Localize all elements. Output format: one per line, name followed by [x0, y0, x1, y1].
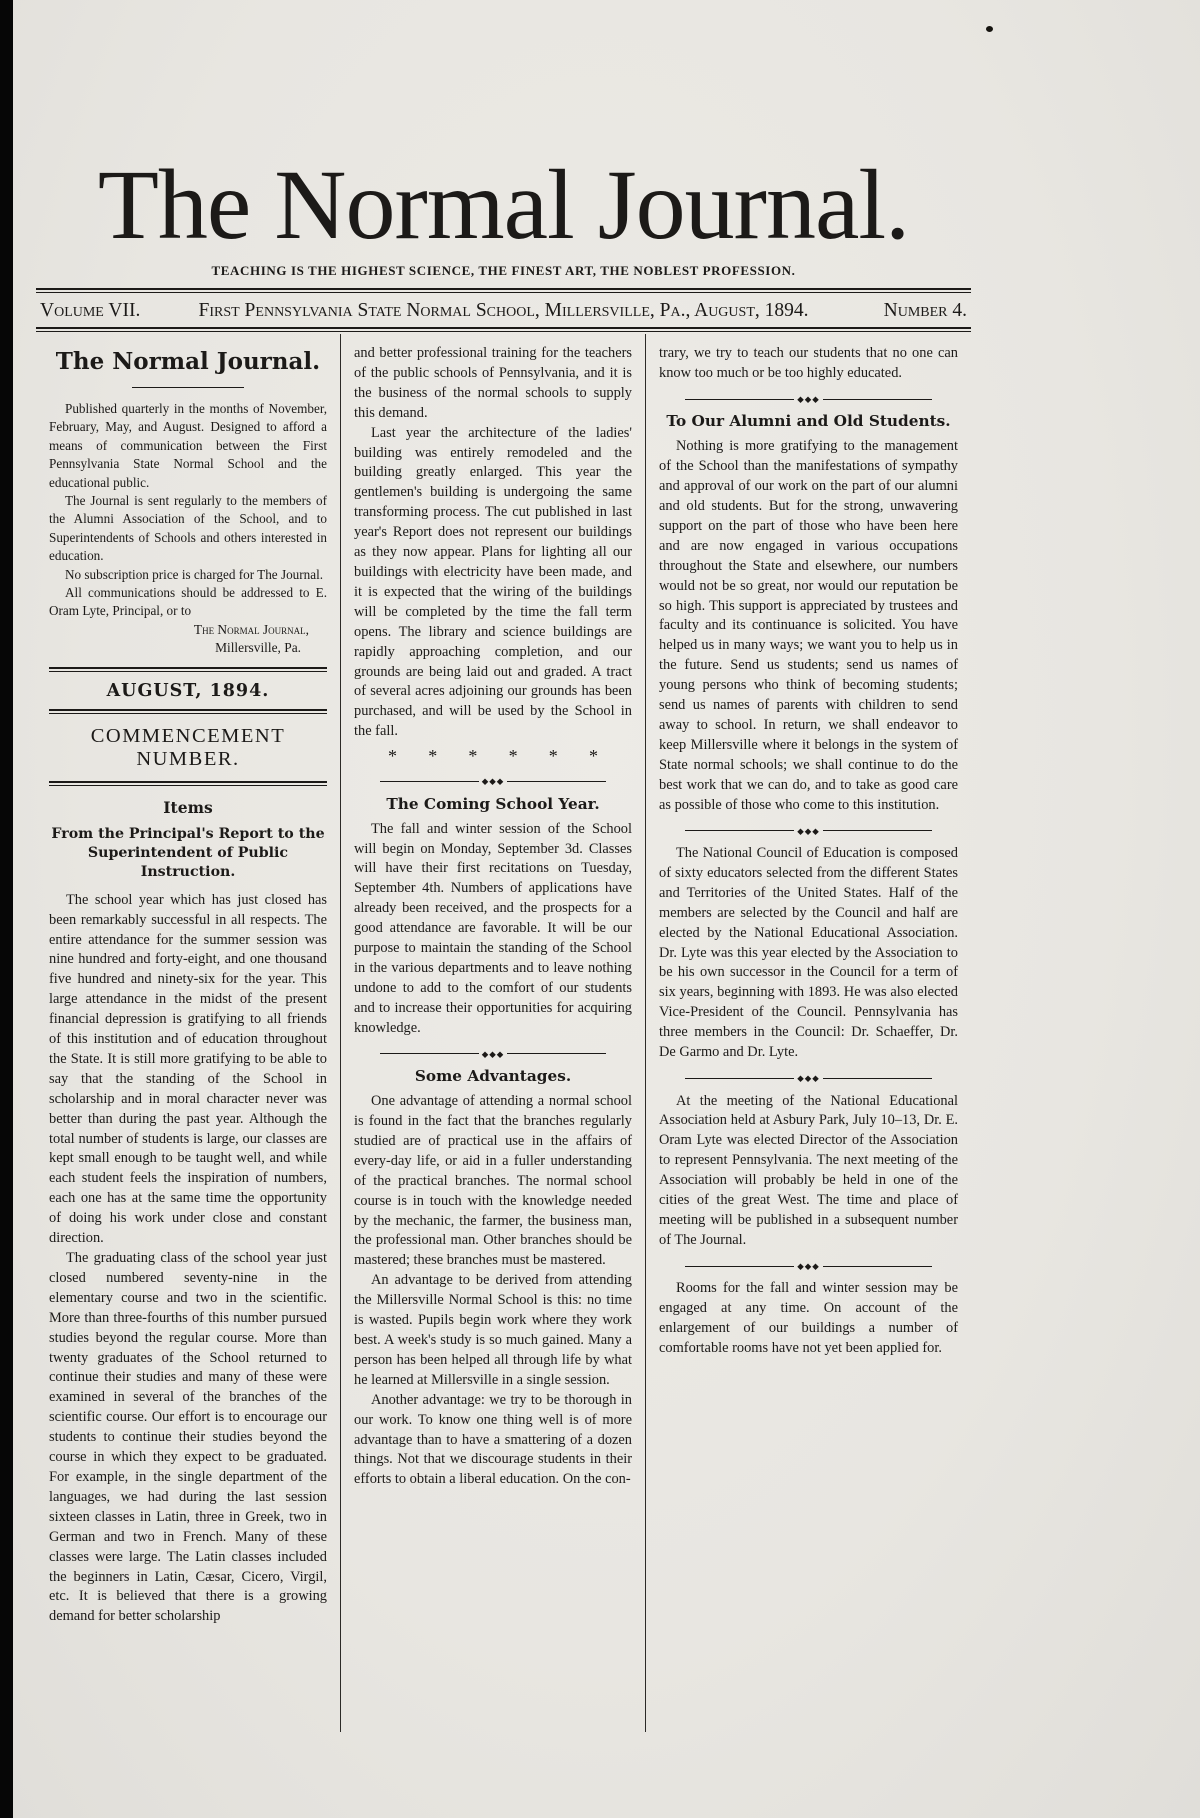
publication-info — [49, 400, 327, 621]
paragraph: The National Council of Education is composed of sixty educators selected from the different States and Territories of the United States. Half of the members are selected by the Council and half are elected by the National Educational Association. Dr. Lyte was this year elected by the Association to be his own successor in the Council for a term of six years, beginning with 1893. He was also elected Vice-President of the Council. Pennsylvania has three members in the Council: Dr. Schaeffer, Dr. De Garmo and Dr. Lyte. — [659, 845, 958, 1061]
paragraph: Last year the architecture of the ladies' building was entirely remodeled and the building greatly enlarged. This year the gentlemen's building is undergoing the same transforming process. The cut published in last year's Report does not represent our buildings as they now appear. Plans for lighting all our buildings with electricity have been made, and it is expected that the wiring of the buildings will be completed by the time the fall term opens. The library and science buildings are rapidly approaching completion, and our grounds are being laid out and graded. A tract of several acres adjoining our grounds has been purchased, and will be used by the School in the fall. — [354, 424, 632, 740]
columns — [36, 334, 971, 1732]
paragraph: All communications should be addressed to E. Oram Lyte, Principal, or to — [49, 585, 327, 619]
column-right — [645, 334, 971, 1732]
journal-address — [49, 621, 327, 658]
masthead-tagline: TEACHING IS THE HIGHEST SCIENCE, THE FINEST ART, THE NOBLEST PROFESSION. — [211, 263, 796, 278]
paragraph: The fall and winter session of the School will begin on Monday, September 3d. Classes will have their first recitations on Tuesday, September 4th. Numbers of applications have already been received, and the prospects for a good attendance are favorable. It will be our purpose to maintain the standing of the School in the various departments and to leave nothing undone to add to the comfort of our students and to increase their opportunities for acquiring knowledge. — [354, 820, 632, 1036]
article-body — [354, 820, 632, 1039]
paragraph: One advantage of attending a normal school is found in the fact that the branches regularly studied are of practical use in the affairs of every-day life, or aid in a fuller understanding of the practical branches. The normal school course is in touch with the knowledge needed by the mechanic, the farmer, the business man, the professional man. Other branches should be mastered; these branches must be mastered. — [354, 1093, 632, 1269]
asterisk-separator: * — [508, 746, 518, 767]
asterisk-separator: * — [588, 746, 598, 767]
paragraph: Another advantage: we try to be thorough in our work. To know one thing well is of more advantage than to have a smattering of a dozen things. Not that we discourage students in their efforts to obtain a liberal education. On the con- — [354, 1391, 632, 1488]
report-heading: From the Principal's Report to the Superintendent of Public Instruction. — [51, 825, 325, 880]
section-rule — [49, 781, 327, 786]
paragraph: Nothing is more gratifying to the management of the School than the manifestations of sympathy and approval of our work on the part of our alumni and old students. But for the strong, unwavering support on the part of those who have been here and are now engaged in various occupations throughout the State and elsewhere, our numbers would not be so great, nor would our reputation be so high. This support is appreciated by trustees and faculty and its continuance is solicited. You have helped us in many ways; we want you to help us in the future. Send us students; send us names of young persons who think of becoming students; send us names of parents with children to send away to school. In return, we shall endeavor to keep Millersville where it belongs in the system of State normal schools; we shall continue to do the best work that we can do, and to take as good care as possible of those who come to this institution. — [659, 438, 958, 813]
scan-edge — [0, 0, 13, 1818]
paragraph: and better professional training for the teachers of the public schools of Pennsylvania, and it is the business of the normal schools to supply this demand. — [354, 345, 632, 421]
diamond-divider-icon: ◆◆◆ — [481, 776, 505, 787]
diamond-divider-icon: ◆◆◆ — [797, 1260, 820, 1271]
journal-nameplate: The Normal Journal. — [55, 348, 321, 375]
section-divider — [380, 1050, 606, 1059]
article-body — [659, 844, 958, 1063]
diamond-divider-icon: ◆◆◆ — [797, 825, 820, 836]
paragraph: Published quarterly in the months of November, February, May, and August. Designed to afford a means of communication between the First Pennsylvania State Normal School and the educational public. — [49, 401, 327, 490]
coming-school-year-heading: The Coming School Year. — [386, 794, 600, 813]
address-line: Millersville, Pa. — [215, 640, 301, 656]
column-left — [36, 334, 340, 1732]
volume-label: Volume VII. — [40, 300, 141, 321]
section-divider — [685, 1074, 932, 1083]
volume-row — [36, 293, 971, 327]
paragraph: The school year which has just closed has been remarkably successful in all respects. The entire attendance for the summer session was nine hundred and forty-eight, and one thousand five hundred and ninety-six for the year. This large attendance in the midst of the present financial depression is gratifying to all friends of this institution and of education throughout the State. It is still more gratifying to be able to say that the standing of the School in scholarship and in moral character never was better than during the past year. Although the total number of students is large, our classes are kept small enough to be taught well, and while each student feels the inspiration of numbers, each one has at the same time the opportunity of doing his work under close and constant direction. — [49, 891, 327, 1247]
diamond-divider-icon: ◆◆◆ — [797, 393, 820, 404]
diamond-divider-icon: ◆◆◆ — [797, 1073, 820, 1083]
items-heading: Items — [163, 797, 213, 817]
article-body — [659, 437, 958, 815]
date-heading: AUGUST, 1894. — [106, 680, 270, 701]
commencement-heading: COMMENCEMENT NUMBER. — [90, 724, 286, 770]
section-divider — [685, 395, 932, 404]
masthead-title: The Normal Journal. — [97, 149, 910, 260]
asterisk-separator: * — [388, 746, 397, 767]
article-body — [659, 1092, 958, 1251]
paragraph: At the meeting of the National Educational Association held at Asbury Park, July 10–13, Dr. E. Oram Lyte was elected Director of the Association to represent Pennsylvania. The next meeting of the Association will probably be held in one of the cities of the great West. The time and place of meeting will be published in a subsequent number of The Journal. — [659, 1092, 958, 1248]
section-divider — [380, 777, 606, 786]
paragraph: trary, we try to teach our students that no one can know too much or be too highly educated. — [659, 345, 958, 381]
article-body — [659, 344, 958, 384]
asterisk-separator: * — [468, 746, 478, 767]
paragraph: The graduating class of the school year just closed numbered seventy-nine in the elementary course and two in the scientific. More than three-fourths of this number pursued studies beyond the regular course. More than twenty graduates of the School returned to continue their studies and many of these were examined in several of the branches of the scientific course. Our effort is to encourage our students to continue their studies beyond the course in which they expect to be graduated. For example, in the single department of the languages, we had during the last session sixteen classes in Latin, three in Greek, two in German and two in French. Many of these classes were large. The Latin classes included the beginners in Latin, Cæsar, Cicero, Virgil, etc. It is believed that there is a growing demand for better scholarship — [49, 1250, 327, 1625]
number-label: Number 4. — [883, 300, 967, 321]
asterisk-separator: * — [428, 746, 438, 767]
volume-rule — [36, 327, 971, 332]
diamond-divider-icon: ◆◆◆ — [481, 1048, 505, 1059]
ink-dot — [986, 26, 993, 32]
issue-line: First Pennsylvania State Normal School, Millersville, Pa., August, 1894. — [198, 300, 809, 321]
article-body — [354, 344, 632, 742]
alumni-heading: To Our Alumni and Old Students. — [666, 412, 951, 431]
newspaper-page — [36, 0, 971, 1732]
masthead — [36, 149, 971, 279]
paragraph: No subscription price is charged for The Journal. — [65, 566, 324, 582]
paragraph: The Journal is sent regularly to the members of the Alumni Association of the School, and to Superintendents of Schools and others interested in education. — [49, 493, 327, 564]
paragraph: An advantage to be derived from attending the Millersville Normal School is this: no time is wasted. Pupils begin work where they work best. A week's study is so much gained. Many a person has been helped all through life by what he learned at Millersville in a single session. — [354, 1272, 632, 1388]
star-row — [354, 742, 632, 766]
section-divider — [685, 827, 932, 836]
article-body — [49, 891, 327, 1628]
article-body — [659, 1279, 958, 1359]
paragraph: Rooms for the fall and winter session may be engaged at any time. On account of the enlargement of our buildings a number of comfortable rooms have not yet been applied for. — [659, 1280, 958, 1356]
column-middle — [340, 334, 645, 1732]
address-line: The Normal Journal, — [193, 621, 309, 637]
section-divider — [685, 1262, 932, 1271]
nameplate-rule — [132, 387, 244, 388]
asterisk-separator: * — [548, 746, 558, 767]
article-body — [354, 1092, 632, 1490]
some-advantages-heading: Some Advantages. — [414, 1067, 572, 1086]
